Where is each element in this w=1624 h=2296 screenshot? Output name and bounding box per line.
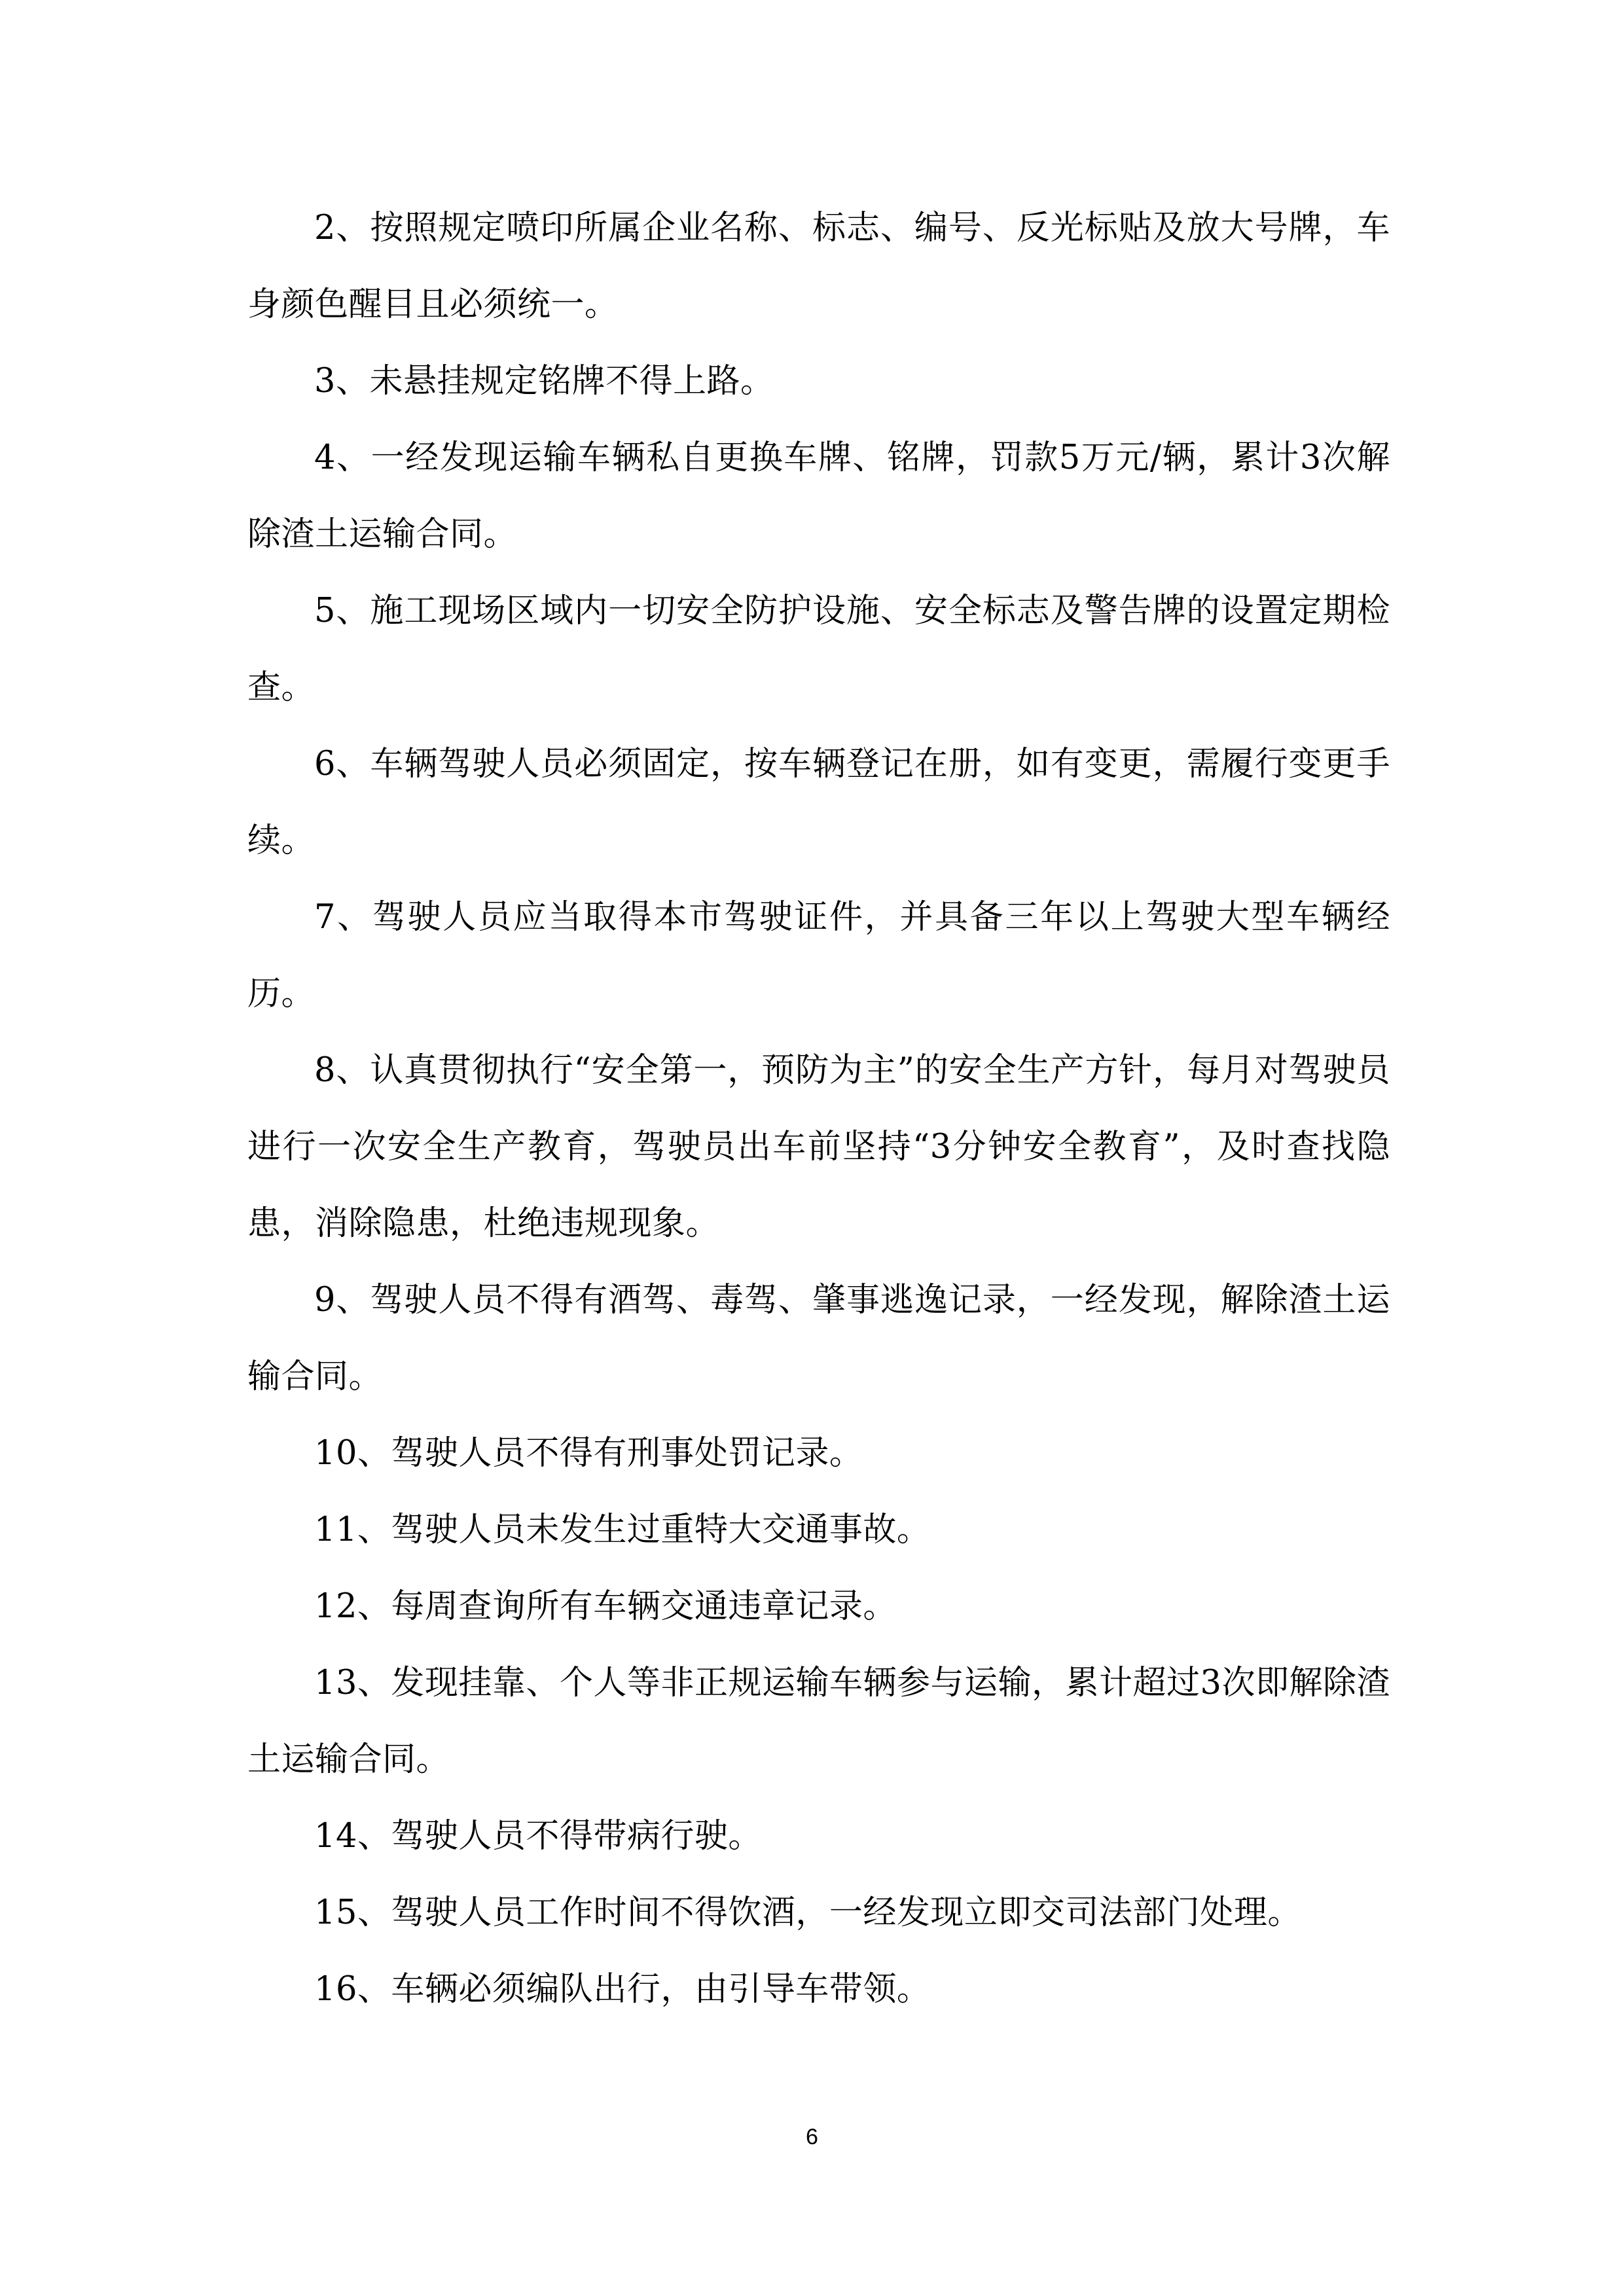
paragraph-item-6: 6、车辆驾驶人员必须固定，按车辆登记在册，如有变更，需履行变更手续。 — [247, 745, 1390, 860]
document-page — [247, 190, 1390, 2028]
paragraph-item-5: 5、施工现场区域内一切安全防护设施、安全标志及警告牌的设置定期检查。 — [247, 592, 1390, 707]
paragraph-item-14: 14、驾驶人员不得带病行驶。 — [314, 1817, 762, 1856]
paragraph-item-12: 12、每周查询所有车辆交通违章记录。 — [314, 1587, 897, 1626]
page-number: 6 — [806, 2125, 818, 2149]
paragraph-item-15: 15、驾驶人员工作时间不得饮酒，一经发现立即交司法部门处理。 — [314, 1893, 1301, 1932]
paragraph-item-13: 13、发现挂靠、个人等非正规运输车辆参与运输，累计超过3次即解除渣土运输合同。 — [247, 1664, 1390, 1779]
paragraph-item-8: 8、认真贯彻执行“安全第一，预防为主”的安全生产方针，每月对驾驶员进行一次安全生产教育，驾驶员出车前坚持“3分钟安全教育”，及时查找隐患，消除隐患，杜绝违规现象。 — [247, 1051, 1390, 1243]
paragraph-item-9: 9、驾驶人员不得有酒驾、毒驾、肇事逃逸记录，一经发现，解除渣土运输合同。 — [247, 1281, 1390, 1396]
paragraph-item-2: 2、按照规定喷印所属企业名称、标志、编号、反光标贴及放大号牌，车身颜色醒目且必须统一。 — [247, 209, 1390, 324]
paragraph-item-3: 3、未悬挂规定铭牌不得上路。 — [314, 362, 774, 401]
paragraph-item-4: 4、一经发现运输车辆私自更换车牌、铭牌，罚款5万元/辆，累计3次解除渣土运输合同。 — [247, 439, 1390, 554]
paragraph-item-10: 10、驾驶人员不得有刑事处罚记录。 — [314, 1434, 863, 1473]
paragraph-item-11: 11、驾驶人员未发生过重特大交通事故。 — [314, 1511, 931, 1549]
paragraph-item-16: 16、车辆必须编队出行，由引导车带领。 — [314, 1970, 931, 2009]
paragraph-item-7: 7、驾驶人员应当取得本市驾驶证件，并具备三年以上驾驶大型车辆经历。 — [247, 898, 1390, 1013]
